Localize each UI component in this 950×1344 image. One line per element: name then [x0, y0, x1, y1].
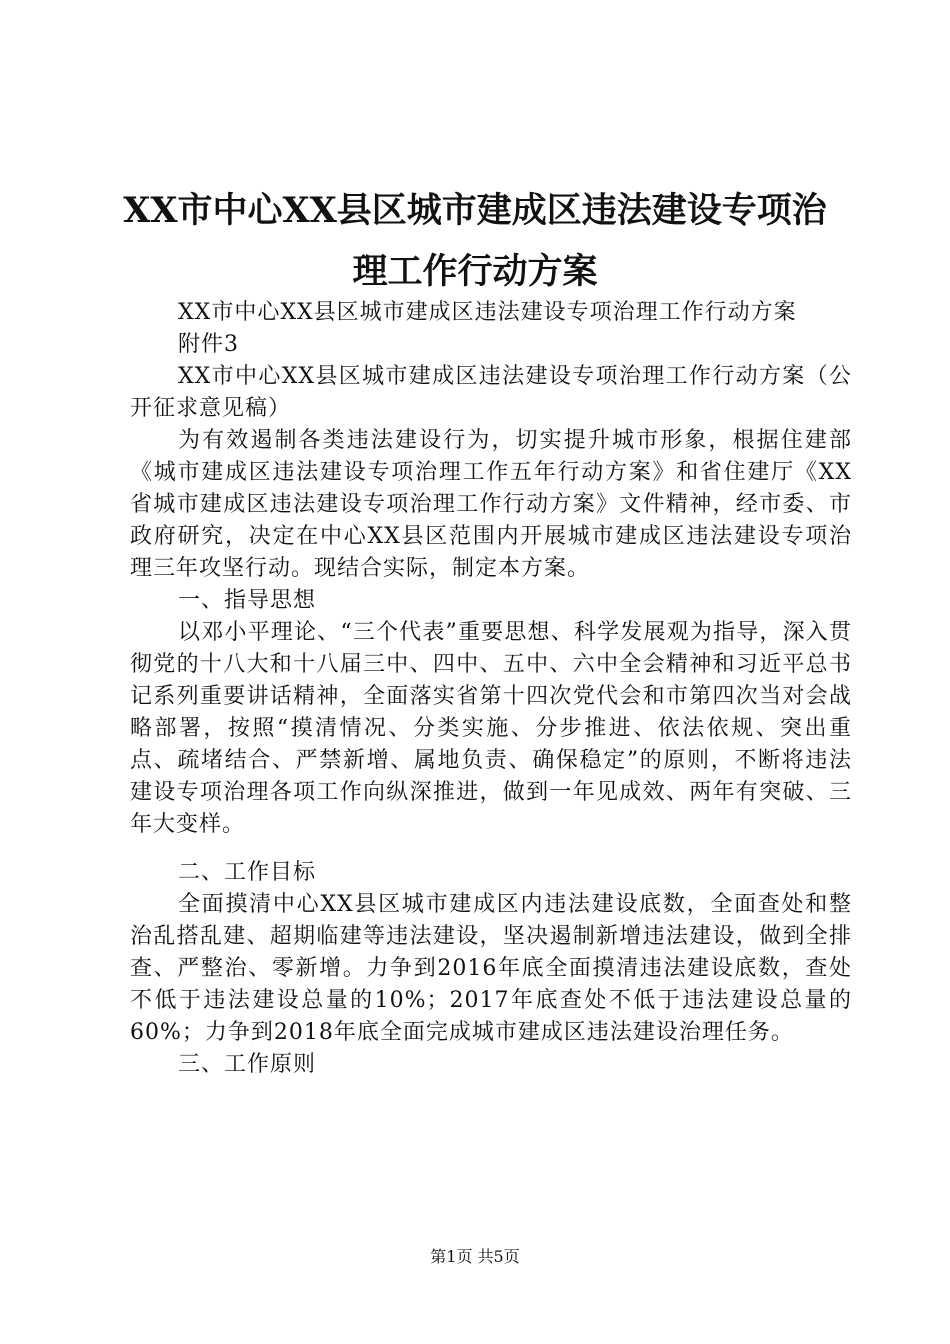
section-3-heading: 三、工作原则 [178, 1052, 317, 1077]
document-title-line-2: 理工作行动方案 [352, 251, 598, 292]
section-1-paragraph: 以邓小平理论、“三个代表”重要思想、科学发展观为指导，深入贯彻党的十八大和十八届三中、四中、五中、六中全会精神和习近平总书记系列重要讲话精神，全面落实省第十四次党代会和市第四次当对会战略部署，按照“摸清情况、分类实施、分步推进、依法依规、突出重点、疏堵结合、严禁新增、属地负责、确保稳定”的原则，不断将违法建设专项治理各项工作向纵深推进，做到一年见成效、两年有突破、三年大变样。 [130, 620, 852, 837]
attachment-label: 附件3 [178, 332, 239, 357]
section-2-paragraph: 全面摸清中心XX县区城市建成区内违法建设底数，全面查处和整治乱搭乱建、超期临建等违法建设，坚决遏制新增违法建设，做到全排查、严整治、零新增。力争到2016年底全面摸清违法建设底数，查处不低于违法建设总量的10%；2017年底查处不低于违法建设总量的60%；力争到2018年底全面完成城市建成区违法建设治理任务。 [130, 892, 852, 1045]
section-1-heading: 一、指导思想 [178, 588, 317, 613]
preface-paragraph: 为有效遏制各类违法建设行为，切实提升城市形象，根据住建部《城市建成区违法建设专项治理工作五年行动方案》和省住建厅《XX省城市建成区违法建设专项治理工作行动方案》文件精神，经市委、市政府研究，决定在中心XX县区范围内开展城市建成区违法建设专项治理三年攻坚行动。现结合实际，制定本方案。 [130, 428, 852, 581]
page-number-footer: 第1页 共5页 [430, 1247, 520, 1266]
document-subtitle: XX市中心XX县区城市建成区违法建设专项治理工作行动方案（公开征求意见稿） [130, 364, 852, 421]
section-2-heading: 二、工作目标 [178, 860, 317, 885]
document-title-line-1: XX市中心XX县区城市建成区违法建设专项治 [123, 190, 827, 231]
document-body [130, 297, 852, 1081]
intro-title: XX市中心XX县区城市建成区违法建设专项治理工作行动方案 [178, 300, 797, 325]
